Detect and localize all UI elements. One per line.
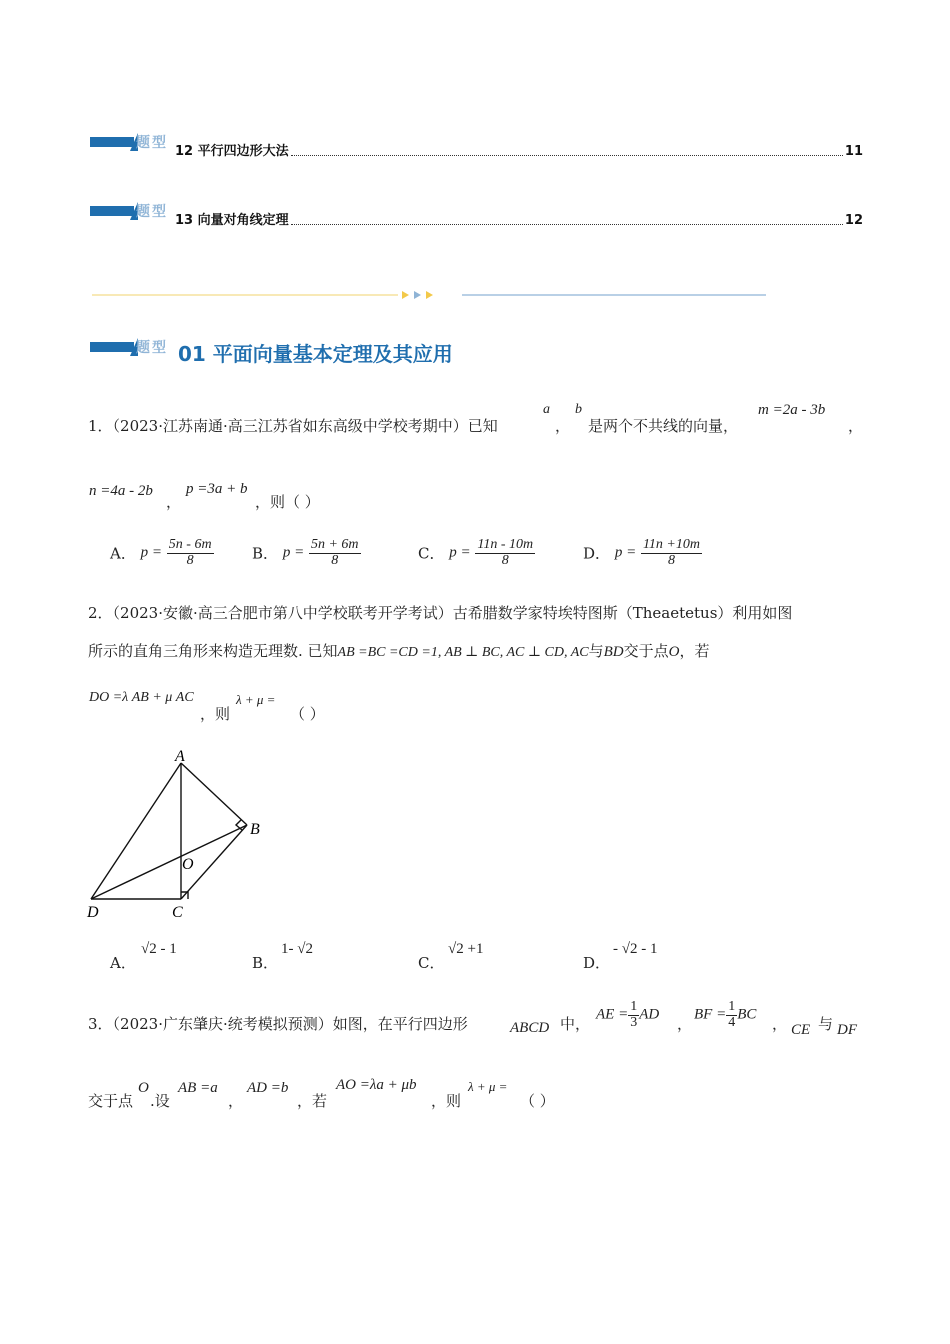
q1-comma: ， (166, 493, 182, 511)
q2-option-d[interactable]: D． (583, 954, 611, 972)
q3-number: 3． (88, 1015, 113, 1033)
toc-title: 12 平行四边形大法 (175, 144, 289, 159)
label-d: D (87, 904, 99, 921)
q1-option-c[interactable]: C． p = $\frac{11n - 10m}{8}$ (418, 537, 534, 568)
q2-option-b-value: 1- √2 (281, 941, 313, 957)
q3-ce: CE (791, 1022, 811, 1038)
q2-then: ，则 (200, 705, 231, 723)
badge-label: 题型 (136, 135, 168, 151)
q1-option-b[interactable]: B． p = $\frac{5n + 6m}{8}$ (252, 537, 359, 568)
q3-paren: （ ） (520, 1092, 555, 1110)
q3-comma: ， (772, 1015, 788, 1033)
edge-ab (181, 763, 247, 825)
edge-db (91, 825, 247, 899)
q3-df: DF (837, 1022, 857, 1038)
section-divider (90, 288, 770, 302)
q1-vec-a: a (543, 402, 550, 417)
q1-option-a[interactable]: A． p = $\frac{5n - 6m}{8}$ (110, 537, 212, 568)
q3-abcd: ABCD (510, 1020, 550, 1036)
q3-ae: AE = $\frac{1}{3}$ AD (596, 999, 660, 1030)
toc-entry[interactable] (175, 140, 863, 159)
q3-bf: BF = $\frac{1}{4}$ BC (694, 999, 757, 1030)
toc-title: 13 向量对角线定理 (175, 213, 289, 228)
edge-ad (91, 763, 181, 899)
type-badge (90, 133, 174, 151)
q1-option-d[interactable]: D． p = $\frac{11n +10m}{8}$ (583, 537, 700, 568)
q2-option-d-value: - √2 - 1 (613, 941, 658, 957)
q3-line2a: 交于点 (88, 1092, 134, 1110)
q1-comma: ， (555, 417, 571, 435)
q1-number: 1． (88, 417, 113, 435)
q1-n-expr: n =4a - 2b (89, 483, 153, 499)
label-c: C (172, 904, 183, 921)
q3-o: O (138, 1080, 149, 1096)
q1-comma: ， (848, 417, 864, 435)
q1-then: ，则（ ） (255, 493, 320, 511)
q2-option-c[interactable]: C． (418, 954, 445, 972)
toc-entry[interactable] (175, 209, 863, 228)
label-a: A (175, 748, 185, 765)
type-badge (90, 202, 174, 220)
q3-ruo: ，若 (297, 1092, 328, 1110)
toc-page: 12 (844, 213, 863, 228)
q3-ao-expr: AO =λa + μb (336, 1077, 417, 1093)
q1-text1: 是两个不共线的向量， (588, 417, 739, 435)
q2-line1: 2．（2023·安徽·高三合肥市第八中学校联考开学考试）古希腊数学家特埃特图斯（Theaetetus）利用如图 (88, 604, 793, 622)
q1-line1 (88, 415, 498, 436)
q3-she: .设 (150, 1092, 170, 1110)
q2-option-a[interactable]: A． (110, 954, 136, 972)
q3-ab-expr: AB =a (178, 1080, 218, 1096)
type-badge (90, 338, 174, 356)
q3-comma: ， (677, 1015, 693, 1033)
q3-comma: ， (228, 1092, 244, 1110)
q2-line2: 所示的直角三角形来构造无理数. 已知AB =BC =CD =1, AB ⊥ BC, AC ⊥ CD, AC与BD交于点O，若 (88, 642, 710, 660)
toc-page: 11 (844, 144, 863, 159)
q3-zhong: 中， (560, 1015, 591, 1033)
q1-p-expr: p =3a + b (186, 481, 248, 497)
q3-line1: 3．（2023·广东肇庆·统考模拟预测）如图，在平行四边形 (88, 1015, 468, 1033)
badge-label: 题型 (136, 340, 168, 356)
q3-sum: λ + μ = (468, 1079, 508, 1094)
q2-option-b[interactable]: B． (252, 954, 279, 972)
label-b: B (250, 821, 260, 838)
badge-label: 题型 (136, 204, 168, 220)
q1-source: （2023·江苏南通·高三江苏省如东高级中学校考期中）已知 (112, 417, 498, 435)
q1-vec-b: b (575, 402, 582, 417)
q2-option-c-value: √2 +1 (448, 941, 484, 957)
q2-sum: λ + μ = (236, 692, 276, 707)
q3-yu: 与 (818, 1015, 834, 1033)
q3-then: ，则 (431, 1092, 462, 1110)
q2-do-expr: DO =λ AB + μ AC (89, 690, 194, 705)
section-title: 01 平面向量基本定理及其应用 (178, 342, 453, 366)
q2-paren: （ ） (290, 705, 325, 723)
q3-ad-expr: AD =b (247, 1080, 289, 1096)
q2-figure (84, 745, 274, 925)
q2-option-a-value: √2 - 1 (141, 941, 177, 957)
q2-number: 2． (88, 604, 113, 622)
q1-m-expr: m =2a - 3b (758, 402, 826, 418)
label-o: O (182, 856, 194, 873)
